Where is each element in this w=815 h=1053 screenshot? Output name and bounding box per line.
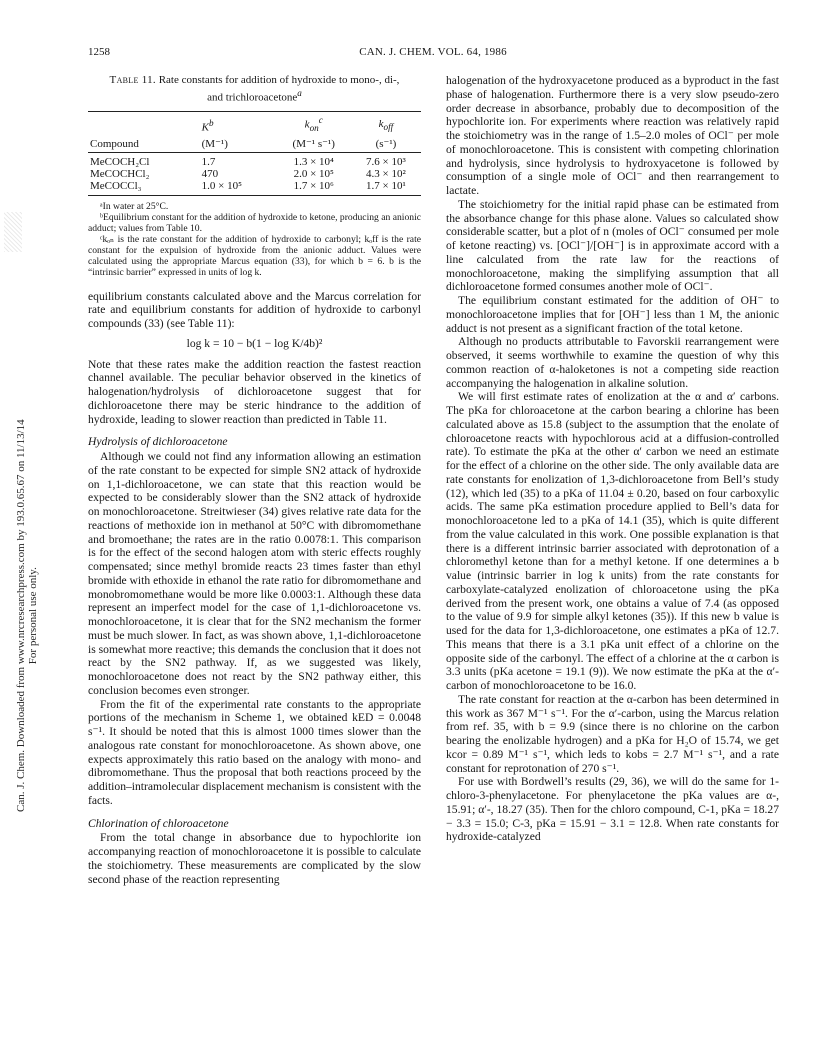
paragraph: Although we could not find any information allowing an estimation of the rate constant to be expected for simple SN2 attack of hydroxide on 1,1-dichloroacetone, we can state that this reaction would be expected to be considerably slower than the SN2 attack of hydroxide on monochloroacetone. Streitwieser (34) gives relative rate data for the reactions of methoxide ion in methanol at 50°C with dibromomethane and bromoethane; the rates are in the ratio 0.0078:1. This comparison is for the effect of the second halogen atom with steric effects roughly compensated; since methyl bromide reacts 23 times faster than ethyl bromide with ethoxide in ethanol the rate ratio for dibromomethane and monobromomethane would be more like 0.0003:1. Although these data represent an imperfect model for the case of 1,1-dichloroacetone vs. monochloroacetone, it is clear that for the SN2 mechanism the former must be much slower. In fact, as was shown above, 1,1-dichloroacetone is somewhat more reactive; this demands the conclusion that it does not react by the SN2 pathway. If, as we suggested was likely, monochloroacetone does not react by the SN2 pathway either, this conclusion becomes even stronger.: [88, 450, 421, 697]
section-heading-chlorination: Chlorination of chloroacetone: [88, 816, 229, 830]
header-k: $K^b$: [190, 111, 277, 135]
footnote-c: ᶜkₒₙ is the rate constant for the addition of hydroxide to carbonyl; kₒff is the rate constant for the expulsion of hydroxide from the anionic adduct. Values were calculated using the appropriate Marcus equation (33), for which b = 6. b is the “intrinsic barrier” expressed in units of log k.: [88, 233, 421, 278]
cell-k: 470: [201, 167, 219, 180]
download-notice-line2: For personal use only.: [27, 567, 39, 665]
header-kon-unit: (M⁻¹ s⁻¹): [277, 136, 351, 153]
page-number: 1258: [88, 46, 110, 58]
table-caption-mark: a: [297, 88, 302, 98]
paragraph: For use with Bordwell’s results (29, 36), we will do the same for 1-chloro-3-phenylacetone. For phenylacetone the pKa values are α-, 15.91; α′-, 18.27 (35). Then for the chloro compound, C-1, pKa = 18.27 − 3.3 = 15.0; C-3, pKa = 15.91 − 3.1 = 12.8. When rate constants for hydroxide-catalyzed: [446, 775, 779, 844]
paragraph: The equilibrium constant estimated for the addition of OH⁻ to monochloroacetone implies that for [OH⁻] less than 1 M, the anionic adduct is not present as a significant fraction of the total ketone.: [446, 294, 779, 335]
paragraph: The rate constant for reaction at the α-carbon has been determined in this work as 367 M⁻¹ s⁻¹. For the α′-carbon, using the Marcus relation from ref. 35, with b = 9.9 (since there is no chlorine on the carbon bearing the enolizable hydrogen) and a pKa for H₂O of 15.74, we get kcor = 0.89 M⁻¹ s⁻¹, which leds to kobs = 2.7 M⁻¹ s⁻¹, and a rate constant for reprotonation of 270 s⁻¹.: [446, 692, 779, 775]
page-header: [88, 46, 778, 62]
table-footnotes: [88, 201, 421, 278]
cell-compound: MeCOCHCl₂: [90, 167, 150, 180]
table-caption: [88, 74, 421, 105]
cell-kon: 1.7 × 10⁶: [277, 180, 351, 196]
paragraph: From the fit of the experimental rate constants to the appropriate portions of the mechanism in Scheme 1, we obtained kED = 0.0048 s⁻¹. It should be noted that this is almost 1000 times slower than the analogous rate constant for monochloroacetone. As shown above, one expects approximately this ratio based on the analogy with mono- and dibromomethane. Thus the proposal that both reactions proceed by the addition–intramolecular displacement mechanism is consistent with the facts.: [88, 697, 421, 807]
scan-artifact: [4, 212, 22, 252]
download-notice-line1: Can. J. Chem. Downloaded from www.nrcresearchpress.com by 193.0.65.67 on 11/13/14: [15, 419, 27, 812]
table-caption-line1: Rate constants for addition of hydroxide to mono-, di-,: [158, 74, 400, 86]
paragraph: From the total change in absorbance due to hypochlorite ion accompanying reaction of monochloroacetone it is possible to calculate the stoichiometry. These measurements are complicated by the slow second phase of the reaction representing: [88, 831, 421, 886]
paragraph: halogenation of the hydroxyacetone produced as a byproduct in the fast phase of halogenation. Furthermore there is a very slow pseudo-zero order decrease in absorbance, probably due to decomposition of the hypochlorite ion. For experiments where reaction was relatively rapid the stoichiometry was in the range of 1.5–2.0 moles of OCl⁻ per mole of monochloroacetone. This is consistent with competing chlorination and hydrolysis, since hydrolysis to hydroxyacetone is followed by consumption of a single mole of OCl⁻ and then rearrangement to lactate.: [446, 74, 779, 197]
marcus-equation: log k = 10 − b(1 − log K/4b)²: [186, 336, 323, 350]
paragraph: Although no products attributable to Favorskii rearrangement were observed, it seems worthwhile to examine the question of why this common reaction of α-haloketones is not a competing side reaction accompanying the halogenation in alkaline solution.: [446, 335, 779, 390]
cell-kon: 1.3 × 10⁴: [293, 155, 334, 168]
section-heading-hydrolysis: Hydrolysis of dichloroacetone: [88, 435, 228, 449]
table-row: [88, 152, 421, 168]
download-notice: [15, 419, 39, 812]
rate-constants-table: [88, 111, 421, 196]
right-column: [446, 74, 779, 844]
header-koff: $k_{off}$: [351, 111, 421, 135]
cell-koff: 7.6 × 10³: [366, 155, 406, 168]
cell-k: 1.0 × 10⁵: [190, 180, 277, 196]
cell-kon: 2.0 × 10⁵: [293, 167, 334, 180]
cell-compound: MeCOCH₂Cl: [90, 155, 150, 168]
table-row: [88, 180, 421, 196]
footnote-b: ᵇEquilibrium constant for the addition of hydroxide to ketone, producing an anionic adduct; values from Table 10.: [88, 211, 421, 234]
paragraph: Note that these rates make the addition reaction the fastest reaction channel available. The peculiar behavior observed in the kinetics of halogenation/hydrolysis of dichloroacetone suggest that for dichloroacetone there may be steric hindrance to the addition of hydroxide, leading to slower reaction than predicted in Table 11.: [88, 357, 421, 426]
header-compound: Compound: [88, 136, 190, 153]
cell-k: 1.7: [201, 155, 216, 168]
download-watermark: [0, 112, 39, 812]
header-koff-unit: (s⁻¹): [351, 136, 421, 153]
paragraph: The stoichiometry for the initial rapid phase can be estimated from the absorbance change for this phase alone. Values so calculated show considerable scatter, but a plot of n (moles of OCl⁻ consumed per mole of ketone reacting) vs. [OCl⁻]/[OH⁻] is in approximate accord with a line calculated from the rate law for the reactions of monochloroacetone, making the simplifying assumption that all dichloroacetone formed consumes another mole of OCl⁻.: [446, 197, 779, 294]
left-column: [88, 74, 421, 886]
cell-koff: 4.3 × 10²: [366, 167, 406, 180]
header-kon: $k_{on}^c$: [277, 111, 351, 135]
paragraph: We will first estimate rates of enolization at the α and α′ carbons. The pKa for chloroacetone at the carbon bearing a chlorine has been calculated above as 15.8 (subject to the assumption that the enolate of chloroacetone reacts with hypochlorous acid at a diffusion-controlled rate). To estimate the pKa at the other α′ carbon we need an estimate for the effect of a chlorine on the other side. The only available data are rate constants for enolization of 1,3-dichloroacetone from Bell’s study (12), which led (35) to a pKa of 11.04 ± 0.20, based on four carboxylic acids. The same pKa estimation procedure applied to Bell’s data for monochloroacetone led to a pKa of 14.1 (35), which is quite different from the value calculated in this work. One possible explanation is that there is a different intrinsic barrier associated with deprotonation of a chloromethyl ketone than for a methyl ketone. If one determines a b value (intrinsic barrier in log k units) from the rate constants for carboxylate-catalyzed enolization of chloroacetone using the pKa derived from the present work, one obtains a value of 7.4 (as opposed to the value of 9.9 for simple alkyl ketones (35)). If this new b value is used for the data for 1,3-dichloroacetone, one estimates a pKa of 12.7. This means that there is a 3.1 pKa unit effect of a chlorine on the opposite side of the carbonyl. The effect of a chlorine at the α carbon is 3.3 units (pKa acetone = 19.1 (9)). We now estimate the pKa at the α′-carbon of monochloroacetone to be 16.0.: [446, 390, 779, 692]
table-row: [88, 168, 421, 180]
footnote-a: ᵃIn water at 25°C.: [100, 200, 169, 212]
table-caption-line2: and trichloroacetone: [207, 91, 298, 104]
cell-koff: 1.7 × 10¹: [351, 180, 421, 196]
cell-compound: MeCOCCl₃: [88, 180, 190, 196]
table-label: Table 11.: [109, 74, 156, 86]
running-head: CAN. J. CHEM. VOL. 64, 1986: [359, 46, 507, 58]
header-k-unit: (M⁻¹): [190, 136, 277, 153]
paragraph: equilibrium constants calculated above and the Marcus correlation for rate and equilibrium constants for addition of hydroxide to carbonyl compounds (33) (see Table 11):: [88, 289, 421, 330]
